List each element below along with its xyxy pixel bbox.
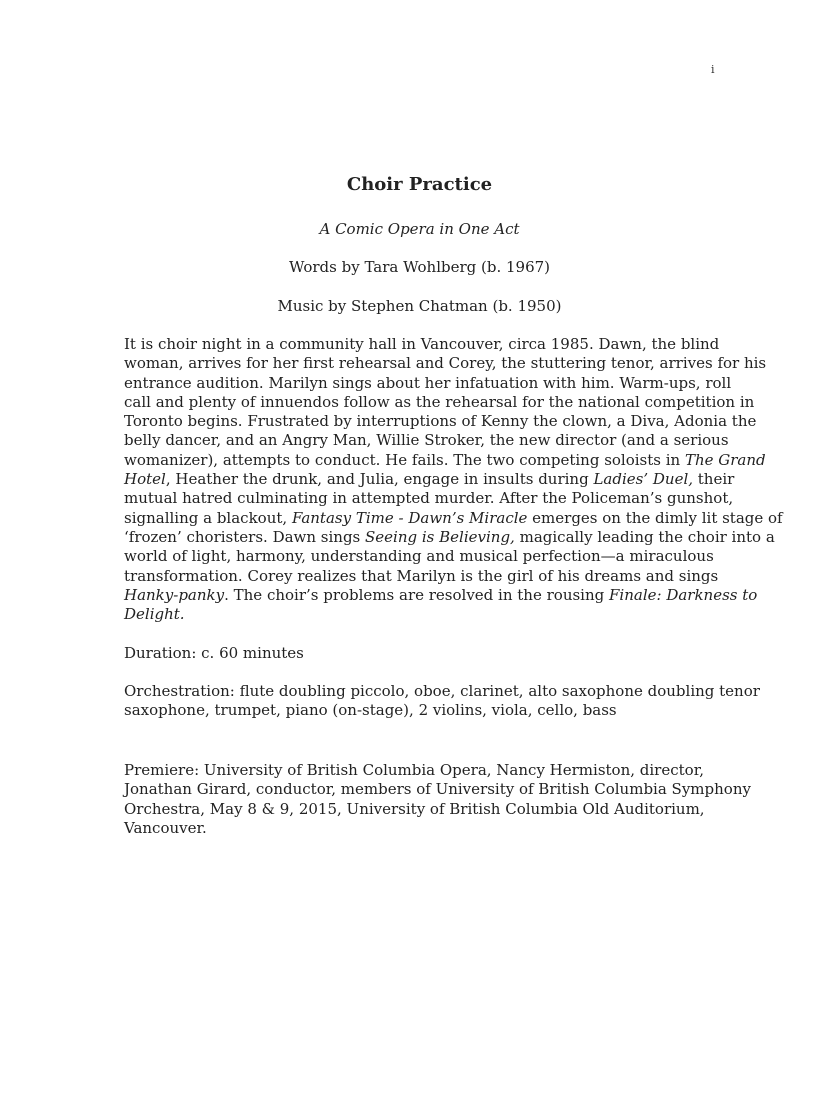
synopsis-text: emerges on the dimly lit stage of [527, 508, 783, 527]
premiere-line: Jonathan Girard, conductor, members of University of British Columbia Symphony [124, 780, 751, 799]
words-credit: Words by Tara Wohlberg (b. 1967) [288, 258, 551, 276]
work-title-italic: The Grand [684, 450, 766, 469]
work-title-italic: Fantasy Time - Dawn’s Miracle [291, 508, 528, 527]
synopsis-text: . The choir’s problems are resolved in the rousing [224, 585, 610, 604]
page-title: Choir Practice [346, 174, 493, 195]
synopsis-line: entrance audition. Marilyn sings about her infatuation with him. Warm-ups, roll [124, 373, 732, 392]
synopsis-line [124, 450, 766, 470]
page-number: i [711, 63, 715, 76]
synopsis-text: womanizer), attempts to conduct. He fails. The two competing soloists in [124, 450, 685, 469]
synopsis-line: mutual hatred culminating in attempted murder. After the Policeman’s gunshot, [124, 489, 734, 508]
subtitle: A Comic Opera in One Act [319, 220, 520, 238]
synopsis-line [124, 470, 735, 489]
work-title-italic: Delight. [124, 605, 185, 624]
duration-line: Duration: c. 60 minutes [124, 644, 304, 662]
synopsis-line [124, 527, 775, 547]
synopsis-text: ‘frozen’ choristers. Dawn sings [124, 527, 366, 546]
synopsis-paragraph [124, 335, 783, 624]
work-title-italic: Hotel [124, 470, 166, 489]
synopsis-line: woman, arrives for her first rehearsal and Corey, the stuttering tenor, arrives for his [124, 354, 767, 373]
synopsis-line: belly dancer, and an Angry Man, Willie Stroker, the new director (and a serious [124, 431, 729, 450]
premiere-line: Vancouver. [124, 818, 207, 837]
synopsis-text: signalling a blackout, [124, 508, 292, 527]
music-credit: Music by Stephen Chatman (b. 1950) [277, 297, 562, 315]
premiere-line: Premiere: University of British Columbia Opera, Nancy Hermiston, director, [124, 761, 704, 779]
orchestration-paragraph [124, 682, 760, 721]
synopsis-line: world of light, harmony, understanding and musical perfection—a miraculous [124, 547, 714, 566]
orchestration-line: saxophone, trumpet, piano (on-stage), 2 violins, viola, cello, bass [124, 701, 617, 720]
orchestration-line: Orchestration: flute doubling piccolo, oboe, clarinet, alto saxophone doubling tenor [124, 682, 760, 700]
synopsis-line: It is choir night in a community hall in Vancouver, circa 1985. Dawn, the blind [124, 335, 720, 353]
synopsis-line: call and plenty of innuendos follow as the rehearsal for the national competition in [124, 392, 755, 411]
synopsis-line [124, 585, 758, 605]
synopsis-line [124, 508, 783, 528]
work-title-italic: Ladies’ Duel, [593, 470, 694, 489]
synopsis-line: transformation. Corey realizes that Marilyn is the girl of his dreams and sings [124, 566, 719, 585]
premiere-line: Orchestra, May 8 & 9, 2015, University of British Columbia Old Auditorium, [124, 799, 705, 818]
synopsis-text: , Heather the drunk, and Julia, engage in insults during [165, 470, 594, 489]
premiere-paragraph [124, 761, 751, 838]
synopsis-text: magically leading the choir into a [514, 527, 775, 546]
synopsis-line: Toronto begins. Frustrated by interruptions of Kenny the clown, a Diva, Adonia the [124, 412, 757, 431]
synopsis-text: their [693, 470, 735, 489]
synopsis-line [124, 605, 724, 624]
work-title-italic: Seeing is Believing, [365, 527, 515, 546]
work-title-italic: Hanky-panky [124, 585, 225, 604]
work-title-italic: Finale: Darkness to [609, 585, 758, 604]
